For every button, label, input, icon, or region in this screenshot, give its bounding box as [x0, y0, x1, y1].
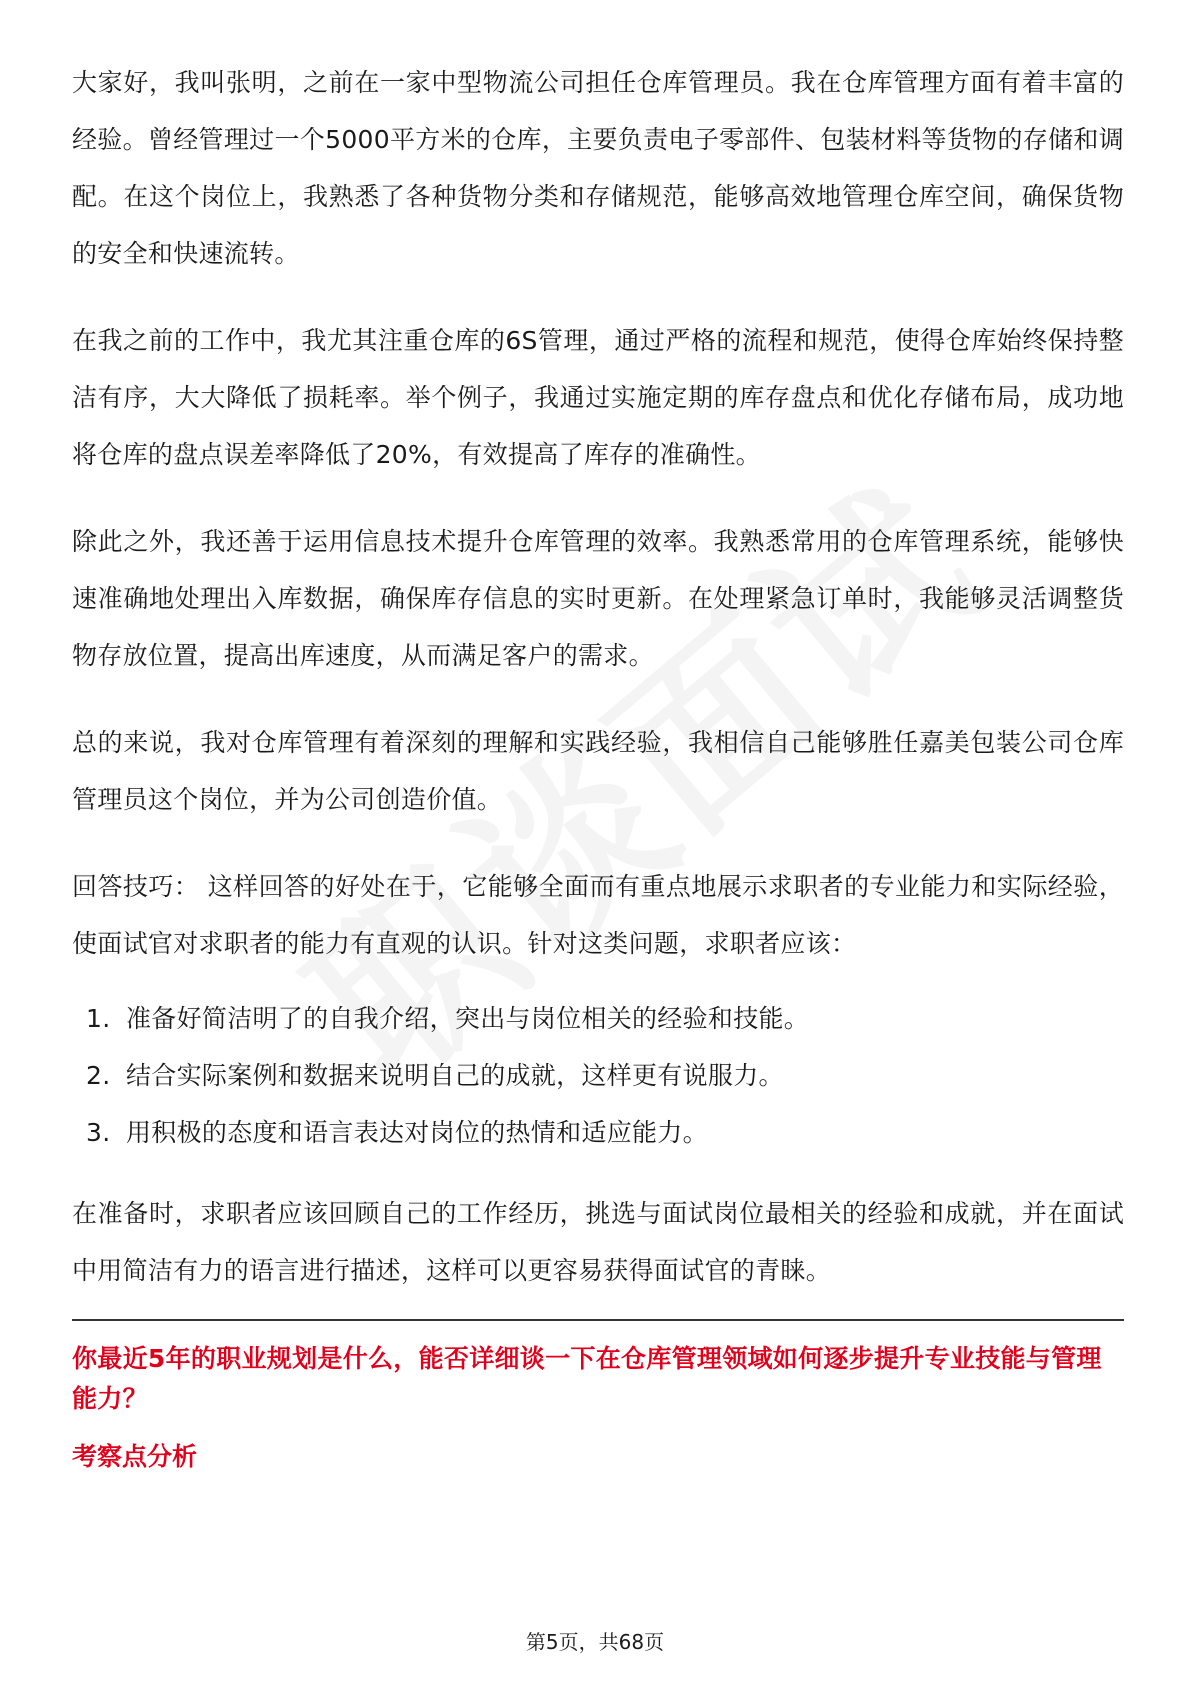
- paragraph-answer-tips: 回答技巧： 这样回答的好处在于，它能够全面而有重点地展示求职者的专业能力和实际经验，使面试官对求职者的能力有直观的认识。针对这类问题，求职者应该：: [72, 872, 1124, 958]
- paragraph-closing: 在准备时，求职者应该回顾自己的工作经历，挑选与面试岗位最相关的经验和成就，并在面试中用简洁有力的语言进行描述，这样可以更容易获得面试官的青睐。: [72, 1199, 1124, 1285]
- tips-list: [72, 990, 1124, 1161]
- paragraph-intro: 大家好，我叫张明，之前在一家中型物流公司担任仓库管理员。我在仓库管理方面有着丰富的经验。曾经管理过一个5000平方米的仓库，主要负责电子零部件、包装材料等货物的存储和调配。在这个岗位上，我熟悉了各种货物分类和存储规范，能够高效地管理仓库空间，确保货物的安全和快速流转。: [72, 68, 1124, 268]
- list-item: [86, 990, 1124, 1047]
- analysis-heading: 考察点分析: [72, 1442, 198, 1471]
- list-item-text: 用积极的态度和语言表达对岗位的热情和适应能力。: [126, 1118, 708, 1147]
- list-item-text: 结合实际案例和数据来说明自己的成就，这样更有说服力。: [126, 1061, 784, 1090]
- question-heading: 你最近5年的职业规划是什么，能否详细谈一下在仓库管理领域如何逐步提升专业技能与管理能力？: [72, 1344, 1102, 1413]
- page-footer: [0, 1628, 1190, 1656]
- section-divider: [72, 1319, 1124, 1321]
- page-number: 第5页，共68页: [520, 1630, 670, 1654]
- document-page: [72, 54, 1124, 1477]
- list-item-number: 2.: [86, 1061, 111, 1090]
- paragraph-6s-management: 在我之前的工作中，我尤其注重仓库的6S管理，通过严格的流程和规范，使得仓库始终保持整洁有序，大大降低了损耗率。举个例子，我通过实施定期的库存盘点和优化存储布局，成功地将仓库的盘点误差率降低了20%，有效提高了库存的准确性。: [72, 326, 1124, 469]
- list-item-text: 准备好简洁明了的自我介绍，突出与岗位相关的经验和技能。: [126, 1004, 810, 1033]
- list-item: [86, 1047, 1124, 1104]
- list-item-number: 3.: [86, 1118, 111, 1147]
- list-item-number: 1.: [86, 1004, 111, 1033]
- list-item: [86, 1104, 1124, 1161]
- paragraph-summary: 总的来说，我对仓库管理有着深刻的理解和实践经验，我相信自己能够胜任嘉美包装公司仓库管理员这个岗位，并为公司创造价值。: [72, 728, 1124, 814]
- paragraph-it-skills: 除此之外，我还善于运用信息技术提升仓库管理的效率。我熟悉常用的仓库管理系统，能够快速准确地处理出入库数据，确保库存信息的实时更新。在处理紧急订单时，我能够灵活调整货物存放位置，提高出库速度，从而满足客户的需求。: [72, 527, 1124, 670]
